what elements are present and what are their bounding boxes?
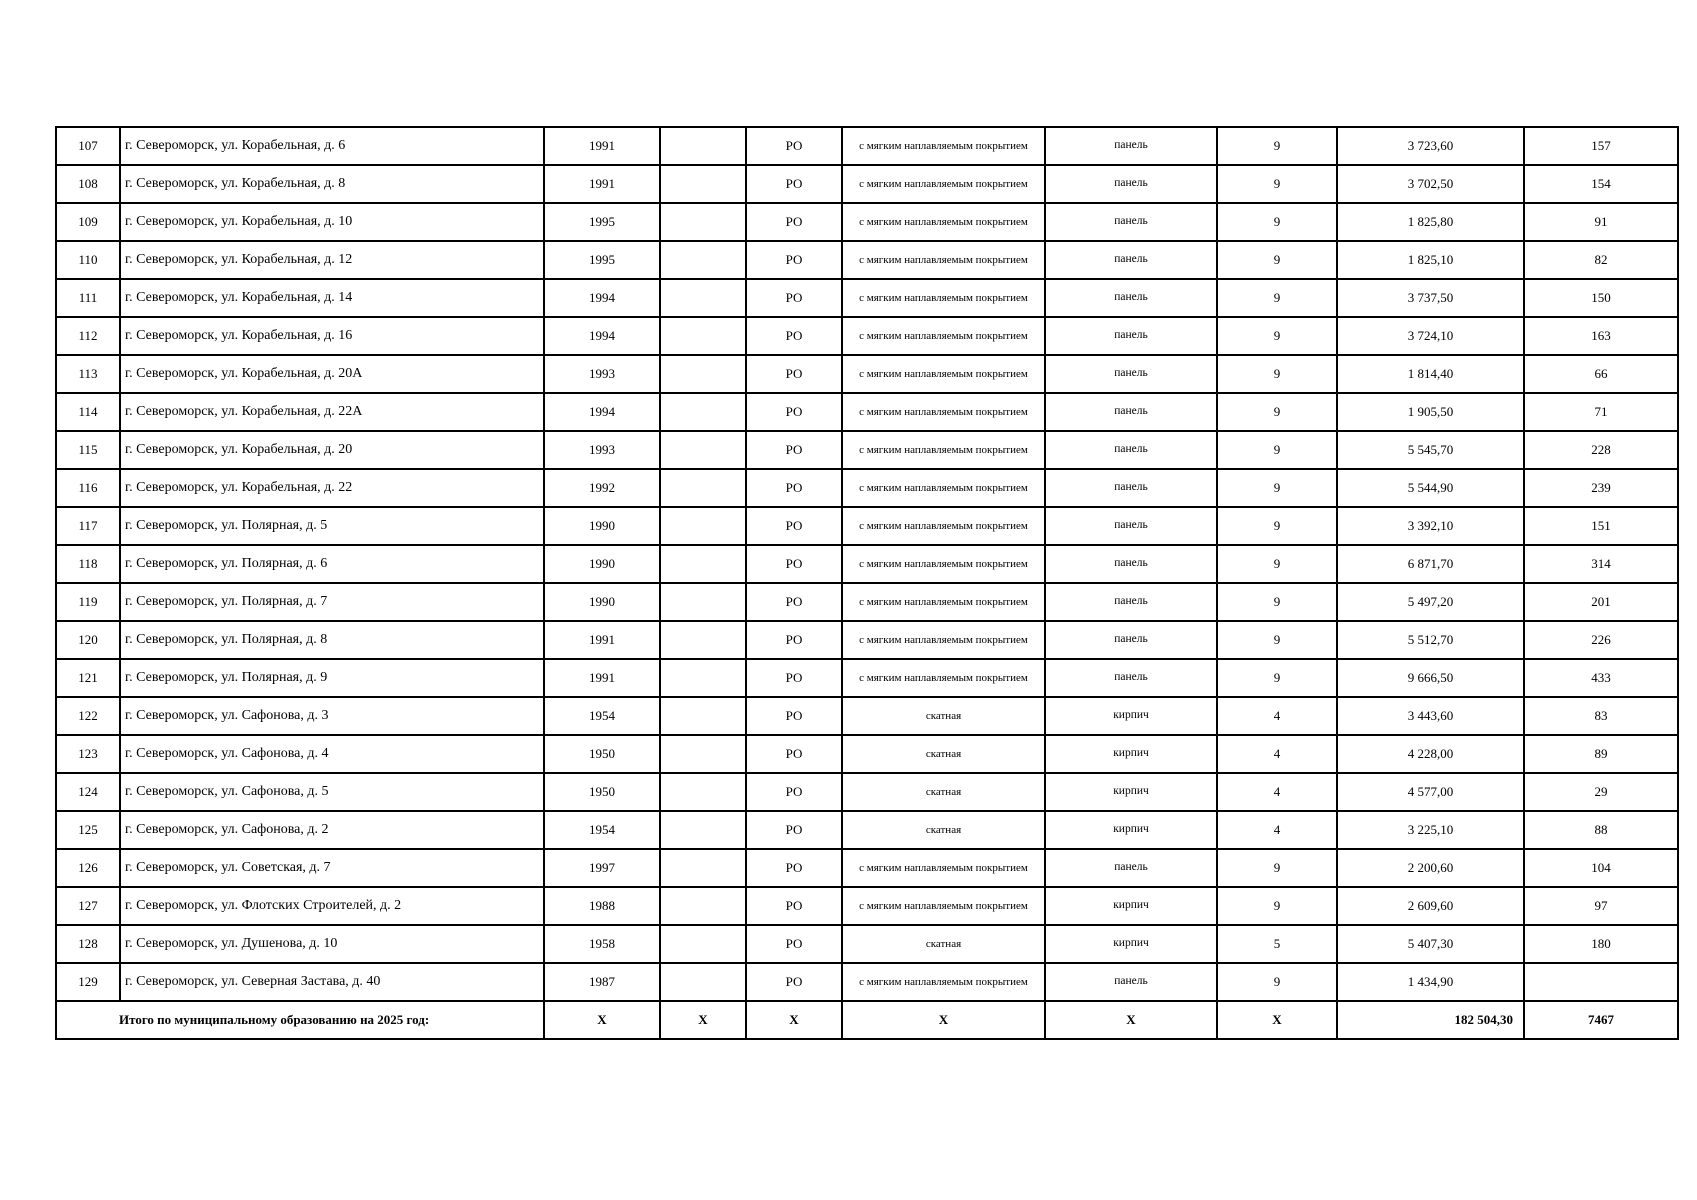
area-cell: 1 434,90 xyxy=(1337,963,1524,1001)
residents-cell: 89 xyxy=(1524,735,1678,773)
wall-material-cell: панель xyxy=(1045,545,1217,583)
residents-cell: 150 xyxy=(1524,279,1678,317)
year-cell: 1994 xyxy=(544,317,660,355)
row-number-cell: 128 xyxy=(56,925,120,963)
floors-cell: 4 xyxy=(1217,773,1337,811)
year-cell: 1995 xyxy=(544,241,660,279)
address-cell: г. Североморск, ул. Корабельная, д. 14 xyxy=(120,279,544,317)
row-number-cell: 115 xyxy=(56,431,120,469)
table-row xyxy=(56,431,1678,469)
area-cell: 2 200,60 xyxy=(1337,849,1524,887)
area-cell: 4 228,00 xyxy=(1337,735,1524,773)
year-cell: 1990 xyxy=(544,583,660,621)
area-cell: 3 737,50 xyxy=(1337,279,1524,317)
row-number-cell: 112 xyxy=(56,317,120,355)
table-row xyxy=(56,545,1678,583)
year-cell: 1991 xyxy=(544,659,660,697)
address-cell: г. Североморск, ул. Полярная, д. 7 xyxy=(120,583,544,621)
floors-cell: 9 xyxy=(1217,393,1337,431)
total-year: Х xyxy=(544,1001,660,1039)
address-cell: г. Североморск, ул. Корабельная, д. 20 xyxy=(120,431,544,469)
wall-material-cell: панель xyxy=(1045,659,1217,697)
table-row xyxy=(56,355,1678,393)
floors-cell: 4 xyxy=(1217,735,1337,773)
roof-type-cell: с мягким наплавляемым покрытием xyxy=(842,849,1045,887)
wall-material-cell: панель xyxy=(1045,165,1217,203)
residents-cell: 71 xyxy=(1524,393,1678,431)
floors-cell: 9 xyxy=(1217,469,1337,507)
year-cell: 1991 xyxy=(544,165,660,203)
blank-cell xyxy=(660,583,746,621)
owner-type-cell: РО xyxy=(746,431,842,469)
blank-cell xyxy=(660,469,746,507)
address-cell: г. Североморск, ул. Корабельная, д. 22А xyxy=(120,393,544,431)
total-blank: Х xyxy=(660,1001,746,1039)
roof-type-cell: скатная xyxy=(842,773,1045,811)
owner-type-cell: РО xyxy=(746,887,842,925)
floors-cell: 9 xyxy=(1217,621,1337,659)
area-cell: 1 825,10 xyxy=(1337,241,1524,279)
table-row xyxy=(56,279,1678,317)
residents-cell: 154 xyxy=(1524,165,1678,203)
total-floors: Х xyxy=(1217,1001,1337,1039)
area-cell: 3 443,60 xyxy=(1337,697,1524,735)
roof-type-cell: с мягким наплавляемым покрытием xyxy=(842,659,1045,697)
year-cell: 1994 xyxy=(544,279,660,317)
row-number-cell: 108 xyxy=(56,165,120,203)
floors-cell: 9 xyxy=(1217,241,1337,279)
blank-cell xyxy=(660,393,746,431)
wall-material-cell: кирпич xyxy=(1045,887,1217,925)
roof-type-cell: с мягким наплавляемым покрытием xyxy=(842,887,1045,925)
floors-cell: 9 xyxy=(1217,963,1337,1001)
year-cell: 1990 xyxy=(544,545,660,583)
year-cell: 1991 xyxy=(544,127,660,165)
floors-cell: 9 xyxy=(1217,431,1337,469)
row-number-cell: 107 xyxy=(56,127,120,165)
area-cell: 2 609,60 xyxy=(1337,887,1524,925)
wall-material-cell: кирпич xyxy=(1045,925,1217,963)
wall-material-cell: панель xyxy=(1045,203,1217,241)
roof-type-cell: с мягким наплавляемым покрытием xyxy=(842,621,1045,659)
roof-type-cell: с мягким наплавляемым покрытием xyxy=(842,317,1045,355)
address-cell: г. Североморск, ул. Корабельная, д. 16 xyxy=(120,317,544,355)
table-row xyxy=(56,925,1678,963)
residents-cell: 66 xyxy=(1524,355,1678,393)
owner-type-cell: РО xyxy=(746,811,842,849)
wall-material-cell: панель xyxy=(1045,469,1217,507)
owner-type-cell: РО xyxy=(746,393,842,431)
wall-material-cell: панель xyxy=(1045,431,1217,469)
wall-material-cell: панель xyxy=(1045,507,1217,545)
total-people: 7467 xyxy=(1524,1001,1678,1039)
owner-type-cell: РО xyxy=(746,545,842,583)
residents-cell: 97 xyxy=(1524,887,1678,925)
wall-material-cell: панель xyxy=(1045,127,1217,165)
total-row xyxy=(56,1001,1678,1039)
row-number-cell: 124 xyxy=(56,773,120,811)
address-cell: г. Североморск, ул. Сафонова, д. 5 xyxy=(120,773,544,811)
roof-type-cell: скатная xyxy=(842,811,1045,849)
roof-type-cell: скатная xyxy=(842,697,1045,735)
owner-type-cell: РО xyxy=(746,241,842,279)
owner-type-cell: РО xyxy=(746,165,842,203)
total-roof: Х xyxy=(842,1001,1045,1039)
roof-type-cell: с мягким наплавляемым покрытием xyxy=(842,203,1045,241)
row-number-cell: 127 xyxy=(56,887,120,925)
address-cell: г. Североморск, ул. Корабельная, д. 20А xyxy=(120,355,544,393)
blank-cell xyxy=(660,773,746,811)
wall-material-cell: панель xyxy=(1045,963,1217,1001)
roof-type-cell: с мягким наплавляемым покрытием xyxy=(842,963,1045,1001)
floors-cell: 9 xyxy=(1217,165,1337,203)
blank-cell xyxy=(660,735,746,773)
residents-cell: 151 xyxy=(1524,507,1678,545)
wall-material-cell: кирпич xyxy=(1045,735,1217,773)
blank-cell xyxy=(660,241,746,279)
area-cell: 5 545,70 xyxy=(1337,431,1524,469)
area-cell: 5 544,90 xyxy=(1337,469,1524,507)
roof-type-cell: с мягким наплавляемым покрытием xyxy=(842,583,1045,621)
residents-cell xyxy=(1524,963,1678,1001)
year-cell: 1950 xyxy=(544,773,660,811)
owner-type-cell: РО xyxy=(746,659,842,697)
blank-cell xyxy=(660,545,746,583)
table-row xyxy=(56,735,1678,773)
blank-cell xyxy=(660,165,746,203)
total-wall: Х xyxy=(1045,1001,1217,1039)
residents-cell: 201 xyxy=(1524,583,1678,621)
total-area: 182 504,30 xyxy=(1337,1001,1524,1039)
residents-cell: 239 xyxy=(1524,469,1678,507)
row-number-cell: 118 xyxy=(56,545,120,583)
wall-material-cell: панель xyxy=(1045,393,1217,431)
row-number-cell: 117 xyxy=(56,507,120,545)
floors-cell: 4 xyxy=(1217,697,1337,735)
area-cell: 1 825,80 xyxy=(1337,203,1524,241)
table-row xyxy=(56,849,1678,887)
owner-type-cell: РО xyxy=(746,963,842,1001)
owner-type-cell: РО xyxy=(746,355,842,393)
year-cell: 1992 xyxy=(544,469,660,507)
roof-type-cell: с мягким наплавляемым покрытием xyxy=(842,355,1045,393)
wall-material-cell: кирпич xyxy=(1045,773,1217,811)
floors-cell: 9 xyxy=(1217,545,1337,583)
address-cell: г. Североморск, ул. Полярная, д. 9 xyxy=(120,659,544,697)
address-cell: г. Североморск, ул. Северная Застава, д. 40 xyxy=(120,963,544,1001)
table-row xyxy=(56,127,1678,165)
year-cell: 1997 xyxy=(544,849,660,887)
table-row xyxy=(56,887,1678,925)
blank-cell xyxy=(660,317,746,355)
row-number-cell: 125 xyxy=(56,811,120,849)
blank-cell xyxy=(660,621,746,659)
address-cell: г. Североморск, ул. Сафонова, д. 3 xyxy=(120,697,544,735)
roof-type-cell: скатная xyxy=(842,735,1045,773)
roof-type-cell: с мягким наплавляемым покрытием xyxy=(842,469,1045,507)
address-cell: г. Североморск, ул. Полярная, д. 5 xyxy=(120,507,544,545)
year-cell: 1958 xyxy=(544,925,660,963)
roof-type-cell: с мягким наплавляемым покрытием xyxy=(842,507,1045,545)
residents-cell: 83 xyxy=(1524,697,1678,735)
roof-type-cell: с мягким наплавляемым покрытием xyxy=(842,241,1045,279)
blank-cell xyxy=(660,431,746,469)
residents-cell: 91 xyxy=(1524,203,1678,241)
owner-type-cell: РО xyxy=(746,849,842,887)
floors-cell: 9 xyxy=(1217,849,1337,887)
owner-type-cell: РО xyxy=(746,127,842,165)
table-row xyxy=(56,963,1678,1001)
row-number-cell: 114 xyxy=(56,393,120,431)
roof-type-cell: с мягким наплавляемым покрытием xyxy=(842,279,1045,317)
residents-cell: 226 xyxy=(1524,621,1678,659)
wall-material-cell: панель xyxy=(1045,241,1217,279)
residents-cell: 104 xyxy=(1524,849,1678,887)
residents-cell: 88 xyxy=(1524,811,1678,849)
residents-cell: 228 xyxy=(1524,431,1678,469)
floors-cell: 9 xyxy=(1217,203,1337,241)
row-number-cell: 110 xyxy=(56,241,120,279)
roof-type-cell: с мягким наплавляемым покрытием xyxy=(842,393,1045,431)
table-row xyxy=(56,203,1678,241)
row-number-cell: 126 xyxy=(56,849,120,887)
area-cell: 5 512,70 xyxy=(1337,621,1524,659)
owner-type-cell: РО xyxy=(746,317,842,355)
year-cell: 1950 xyxy=(544,735,660,773)
area-cell: 1 905,50 xyxy=(1337,393,1524,431)
year-cell: 1988 xyxy=(544,887,660,925)
area-cell: 4 577,00 xyxy=(1337,773,1524,811)
row-number-cell: 121 xyxy=(56,659,120,697)
address-cell: г. Североморск, ул. Сафонова, д. 4 xyxy=(120,735,544,773)
table-row xyxy=(56,507,1678,545)
roof-type-cell: скатная xyxy=(842,925,1045,963)
wall-material-cell: панель xyxy=(1045,279,1217,317)
floors-cell: 9 xyxy=(1217,659,1337,697)
floors-cell: 9 xyxy=(1217,507,1337,545)
table-row xyxy=(56,811,1678,849)
owner-type-cell: РО xyxy=(746,279,842,317)
owner-type-cell: РО xyxy=(746,469,842,507)
address-cell: г. Североморск, ул. Корабельная, д. 6 xyxy=(120,127,544,165)
table-row xyxy=(56,773,1678,811)
owner-type-cell: РО xyxy=(746,583,842,621)
owner-type-cell: РО xyxy=(746,697,842,735)
wall-material-cell: панель xyxy=(1045,849,1217,887)
housing-registry-table xyxy=(55,126,1679,1040)
table-row xyxy=(56,469,1678,507)
area-cell: 3 392,10 xyxy=(1337,507,1524,545)
owner-type-cell: РО xyxy=(746,773,842,811)
area-cell: 1 814,40 xyxy=(1337,355,1524,393)
wall-material-cell: панель xyxy=(1045,621,1217,659)
year-cell: 1994 xyxy=(544,393,660,431)
address-cell: г. Североморск, ул. Корабельная, д. 22 xyxy=(120,469,544,507)
residents-cell: 314 xyxy=(1524,545,1678,583)
residents-cell: 29 xyxy=(1524,773,1678,811)
blank-cell xyxy=(660,127,746,165)
roof-type-cell: с мягким наплавляемым покрытием xyxy=(842,165,1045,203)
address-cell: г. Североморск, ул. Корабельная, д. 10 xyxy=(120,203,544,241)
blank-cell xyxy=(660,659,746,697)
owner-type-cell: РО xyxy=(746,621,842,659)
address-cell: г. Североморск, ул. Советская, д. 7 xyxy=(120,849,544,887)
blank-cell xyxy=(660,507,746,545)
address-cell: г. Североморск, ул. Сафонова, д. 2 xyxy=(120,811,544,849)
wall-material-cell: панель xyxy=(1045,583,1217,621)
year-cell: 1954 xyxy=(544,811,660,849)
area-cell: 5 407,30 xyxy=(1337,925,1524,963)
roof-type-cell: с мягким наплавляемым покрытием xyxy=(842,431,1045,469)
residents-cell: 163 xyxy=(1524,317,1678,355)
floors-cell: 4 xyxy=(1217,811,1337,849)
floors-cell: 9 xyxy=(1217,887,1337,925)
table-row xyxy=(56,165,1678,203)
owner-type-cell: РО xyxy=(746,735,842,773)
row-number-cell: 109 xyxy=(56,203,120,241)
year-cell: 1987 xyxy=(544,963,660,1001)
residents-cell: 180 xyxy=(1524,925,1678,963)
floors-cell: 9 xyxy=(1217,279,1337,317)
area-cell: 3 724,10 xyxy=(1337,317,1524,355)
residents-cell: 157 xyxy=(1524,127,1678,165)
row-number-cell: 111 xyxy=(56,279,120,317)
blank-cell xyxy=(660,697,746,735)
address-cell: г. Североморск, ул. Душенова, д. 10 xyxy=(120,925,544,963)
table-row xyxy=(56,697,1678,735)
total-owner: Х xyxy=(746,1001,842,1039)
row-number-cell: 129 xyxy=(56,963,120,1001)
row-number-cell: 120 xyxy=(56,621,120,659)
address-cell: г. Североморск, ул. Корабельная, д. 12 xyxy=(120,241,544,279)
row-number-cell: 116 xyxy=(56,469,120,507)
row-number-cell: 113 xyxy=(56,355,120,393)
address-cell: г. Североморск, ул. Полярная, д. 8 xyxy=(120,621,544,659)
roof-type-cell: с мягким наплавляемым покрытием xyxy=(842,127,1045,165)
year-cell: 1954 xyxy=(544,697,660,735)
table-row xyxy=(56,241,1678,279)
residents-cell: 433 xyxy=(1524,659,1678,697)
area-cell: 5 497,20 xyxy=(1337,583,1524,621)
address-cell: г. Североморск, ул. Корабельная, д. 8 xyxy=(120,165,544,203)
year-cell: 1993 xyxy=(544,355,660,393)
blank-cell xyxy=(660,963,746,1001)
table-row xyxy=(56,659,1678,697)
row-number-cell: 122 xyxy=(56,697,120,735)
wall-material-cell: кирпич xyxy=(1045,811,1217,849)
table-body xyxy=(56,127,1678,1039)
area-cell: 3 702,50 xyxy=(1337,165,1524,203)
wall-material-cell: панель xyxy=(1045,317,1217,355)
table-row xyxy=(56,583,1678,621)
year-cell: 1993 xyxy=(544,431,660,469)
blank-cell xyxy=(660,355,746,393)
floors-cell: 9 xyxy=(1217,317,1337,355)
residents-cell: 82 xyxy=(1524,241,1678,279)
area-cell: 9 666,50 xyxy=(1337,659,1524,697)
row-number-cell: 123 xyxy=(56,735,120,773)
address-cell: г. Североморск, ул. Флотских Строителей, д. 2 xyxy=(120,887,544,925)
year-cell: 1991 xyxy=(544,621,660,659)
blank-cell xyxy=(660,925,746,963)
floors-cell: 9 xyxy=(1217,583,1337,621)
wall-material-cell: панель xyxy=(1045,355,1217,393)
owner-type-cell: РО xyxy=(746,507,842,545)
owner-type-cell: РО xyxy=(746,203,842,241)
table-row xyxy=(56,393,1678,431)
table-row xyxy=(56,317,1678,355)
floors-cell: 5 xyxy=(1217,925,1337,963)
year-cell: 1990 xyxy=(544,507,660,545)
blank-cell xyxy=(660,279,746,317)
address-cell: г. Североморск, ул. Полярная, д. 6 xyxy=(120,545,544,583)
year-cell: 1995 xyxy=(544,203,660,241)
blank-cell xyxy=(660,887,746,925)
blank-cell xyxy=(660,203,746,241)
floors-cell: 9 xyxy=(1217,127,1337,165)
floors-cell: 9 xyxy=(1217,355,1337,393)
wall-material-cell: кирпич xyxy=(1045,697,1217,735)
owner-type-cell: РО xyxy=(746,925,842,963)
table-row xyxy=(56,621,1678,659)
row-number-cell: 119 xyxy=(56,583,120,621)
blank-cell xyxy=(660,849,746,887)
area-cell: 3 723,60 xyxy=(1337,127,1524,165)
roof-type-cell: с мягким наплавляемым покрытием xyxy=(842,545,1045,583)
area-cell: 6 871,70 xyxy=(1337,545,1524,583)
blank-cell xyxy=(660,811,746,849)
total-label: Итого по муниципальному образованию на 2025 год: xyxy=(56,1001,544,1039)
area-cell: 3 225,10 xyxy=(1337,811,1524,849)
